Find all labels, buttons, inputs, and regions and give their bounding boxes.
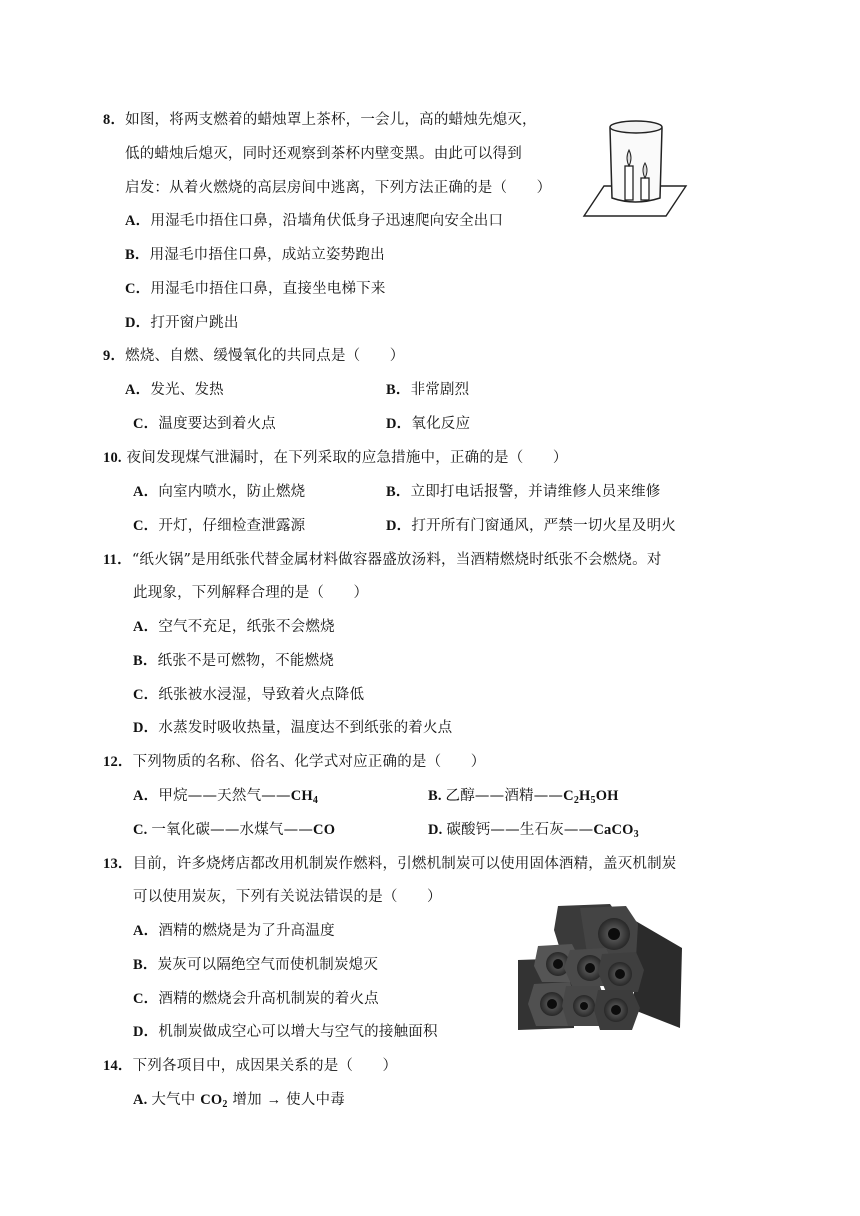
q11-option-c: C．纸张被水浸湿，导致着火点降低 [133, 687, 365, 703]
q13-option-b: B．炭灰可以隔绝空气而使机制炭熄灭 [133, 957, 379, 973]
q13-line1: 13．目前，许多烧烤店都改用机制炭作燃料，引燃机制炭可以使用固体酒精，盖灭机制炭 [103, 856, 677, 872]
charcoal-briquettes-figure [514, 900, 686, 1040]
q11-option-b: B．纸张不是可燃物，不能燃烧 [133, 653, 334, 669]
q9-option-d: D．氧化反应 [386, 416, 471, 432]
q8-option-b: B．用湿毛巾捂住口鼻，成站立姿势跑出 [125, 247, 385, 263]
q12-option-b: B. 乙醇——酒精$——C_2H_5OH$ [428, 788, 619, 806]
q11-line1: 11．“纸火锅”是用纸张代替金属材料做容器盛放汤料，当酒精燃烧时纸张不会燃烧。对 [103, 552, 662, 568]
q8-option-d: D．打开窗户跳出 [125, 315, 239, 331]
q8-line1: 8．如图，将两支燃着的蜡烛罩上茶杯，一会儿，高的蜡烛先熄灭， [103, 112, 537, 128]
q10-option-d: D．打开所有门窗通风，严禁一切火星及明火 [386, 518, 676, 534]
q8-option-a: A．用湿毛巾捂住口鼻，沿墙角伏低身子迅速爬向安全出口 [125, 213, 504, 229]
q11-option-a: A．空气不充足，纸张不会燃烧 [133, 619, 335, 635]
q8-line2: 低的蜡烛后熄灭，同时还观察到茶杯内壁变黑。由此可以得到 [125, 146, 522, 162]
q14-option-a: A. 大气中 $CO_2$ 增加 → 使人中毒 [133, 1092, 345, 1110]
q12-option-d: D. 碳酸钙——生石灰——CaCO$_3$ [428, 822, 639, 840]
q8-option-c: C．用湿毛巾捂住口鼻，直接坐电梯下来 [125, 281, 386, 297]
q10-option-c: C．开灯，仔细检查泄露源 [133, 518, 306, 534]
q10-stem: 10. 夜间发现煤气泄漏时，在下列采取的应急措施中，正确的是（ ） [103, 450, 568, 466]
q13-option-a: A．酒精的燃烧是为了升高温度 [133, 923, 335, 939]
q8-line3: 启发：从着火燃烧的高层房间中逃离，下列方法正确的是（ ） [125, 180, 552, 196]
q12-option-a: A．甲烷——天然气$——CH_4$ [133, 788, 319, 806]
q13-line2: 可以使用炭灰，下列有关说法错误的是（ ） [133, 889, 442, 905]
q9-stem: 9．燃烧、自燃、缓慢氧化的共同点是（ ） [103, 348, 405, 364]
q10-option-a: A．向室内喷水，防止燃烧 [133, 484, 306, 500]
q13-option-c: C．酒精的燃烧会升高机制炭的着火点 [133, 991, 379, 1007]
q10-option-b: B．立即打电话报警，并请维修人员来维修 [386, 484, 661, 500]
q11-option-d: D．水蒸发时吸收热量，温度达不到纸张的着火点 [133, 720, 453, 736]
q8-number: 8． [103, 112, 126, 128]
q9-option-c: C．温度要达到着火点 [133, 416, 276, 432]
q11-line2: 此现象，下列解释合理的是（ ） [133, 585, 369, 601]
q14-stem: 14．下列各项目中，成因果关系的是（ ） [103, 1058, 398, 1074]
q12-option-c: C. 一氧化碳——水煤气——CO [133, 822, 336, 838]
q12-stem: 12．下列物质的名称、俗名、化学式对应正确的是（ ） [103, 754, 486, 770]
q13-option-d: D．机制炭做成空心可以增大与空气的接触面积 [133, 1024, 438, 1040]
candle-cup-figure [578, 110, 688, 222]
q9-option-b: B．非常剧烈 [386, 382, 470, 398]
q9-option-a: A．发光、发热 [125, 382, 224, 398]
arrow-icon: → [266, 1092, 282, 1108]
